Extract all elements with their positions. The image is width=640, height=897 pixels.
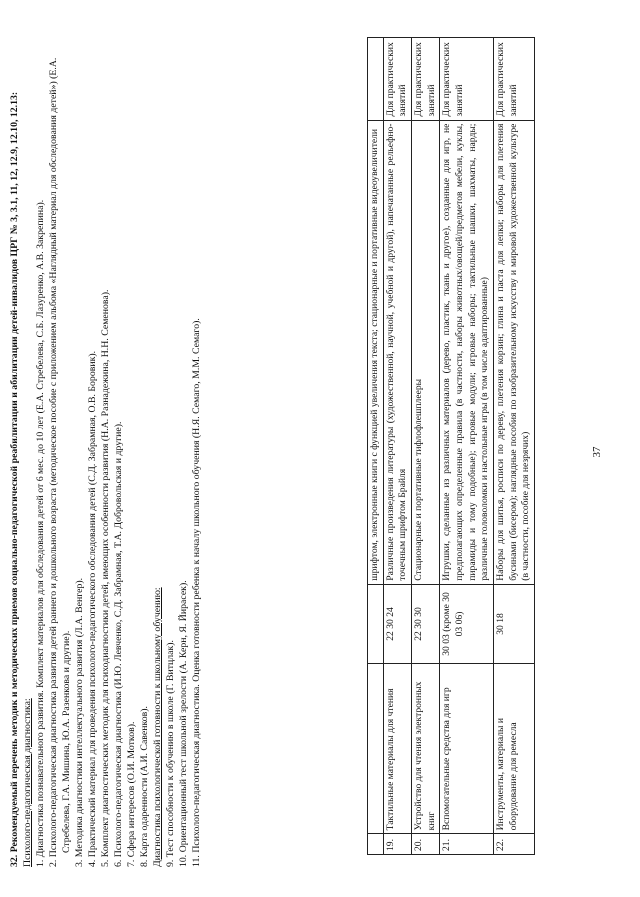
- page-number: 37: [591, 446, 603, 458]
- row-purpose: Для практических занятий: [493, 38, 534, 121]
- list-item: 3. Методика диагностики интеллектуального развития (Л.А. Венгер).: [74, 577, 86, 867]
- row-name: [368, 664, 384, 834]
- table-row: [440, 38, 494, 855]
- list-item: 2. Психолого-педагогическая диагностика развития детей раннего и дошкольного возраста (методическое пособие с приложением альбома «Наглядный материал для обследования детей») (Е.А. Стребелева, Г.А. Мишина, Ю.А. Разенкова и другие).: [48, 57, 73, 867]
- table-row: [411, 38, 439, 855]
- subsection-title-diagnostics: Психолого-педагогическая диагностика:: [22, 698, 34, 867]
- table-row: [493, 38, 534, 855]
- row-description: Игрушки, сделанные из различных материалов (дерево, пластик, ткань и другое), созданные для игр, не предполагающих определенные правила (в частности, наборы животных/овощей/предметов мебели, куклы, пирамиды и тому подобные); игровые модули; игровые наборы; тактильные шашки, шахматы, нарды; различные головоломки и настольные игры (в том числе адаптированные): [440, 120, 494, 584]
- row-name: Устройство для чтения электронных книг: [411, 664, 439, 834]
- row-code: 30 18: [493, 584, 534, 663]
- row-code: 22 30 30: [411, 584, 439, 663]
- list-item: 6. Психолого-педагогическая диагностика (И.Ю. Левченко, С.Д. Забрамная, Т.А. Добровольская и другие).: [113, 421, 125, 867]
- list-item: 7. Сфера интересов (О.И. Мотков).: [126, 721, 138, 867]
- list-item: 8. Карта одаренности (А.И. Савенков).: [139, 706, 151, 867]
- row-number: 21.: [440, 834, 494, 855]
- row-number: 22.: [493, 834, 534, 855]
- methods-section: [8, 37, 203, 867]
- list-item: 9. Тест способности к обучению в школе (Г. Витцлак).: [165, 640, 177, 867]
- row-number: 20.: [411, 834, 439, 855]
- row-code: 22 30 24: [383, 584, 411, 663]
- row-purpose: Для практических занятий: [440, 38, 494, 121]
- row-purpose: Для практических занятий: [383, 38, 411, 121]
- equipment-table: [367, 37, 535, 855]
- table-row: [368, 38, 384, 855]
- section-heading: 32. Рекомендуемый перечень методик и методических приемов социально-педагогической реабилитации и абилитации детей-инвалидов ЦРГ № 3, 3.1, 11, 12, 12.9, 12.10, 12.13:: [9, 91, 20, 867]
- list-item: 1. Диагностика познавательного развития. Комплект материалов для обследования детей от 6 мес. до 10 лет (Е.А. Стребелева, С.Б. Лазуренко, А.В. Закрепина).: [35, 199, 47, 867]
- row-name: Тактильные материалы для чтения: [383, 664, 411, 834]
- subsection-title-school-readiness: Диагностика психологической готовности к школьному обучению:: [152, 587, 164, 867]
- row-code: 30 03 (кроме 30 03 06): [440, 584, 494, 663]
- row-number: 19.: [383, 834, 411, 855]
- list-item: 10. Ориентационный тест школьной зрелости (А. Керн, Я. Йирасек).: [178, 580, 190, 867]
- row-description: Стационарные и портативные тифлофлешплееры: [411, 120, 439, 584]
- row-name: Инструменты, материалы и оборудование для ремесла: [493, 664, 534, 834]
- list-item: 11. Психолого-педагогическая диагностика. Оценка готовности ребенка к началу школьного обучения (Н.Я. Семаго, М.М. Семаго).: [191, 318, 203, 867]
- row-description: шрифтом, электронные книги с функцией увеличения текста; стационарные и портативные видеоувеличители: [368, 120, 384, 584]
- row-number: [368, 834, 384, 855]
- row-purpose: Для практических занятий: [411, 38, 439, 121]
- table-row: [383, 38, 411, 855]
- row-code: [368, 584, 384, 663]
- list-item: 4. Практический материал для проведения психолого-педагогического обследования детей (С.Д. Забрамная, О.В. Боровик).: [87, 350, 99, 867]
- row-description: Наборы для шитья, роспиcи по дереву, плетения корзин; глина и паста для лепки; наборы для плетения бусинами (бисером); наглядные пособия по изобразительному искусству и мировой художественной культуре (в частности, пособие для незрячих): [493, 120, 534, 584]
- list-item: 5. Комплект диагностических методик для психодиагностики детей, имеющих особенности развития (Н.А. Разнадежина, Н.Н. Семенова).: [100, 289, 112, 867]
- row-name: Вспомогательные средства для игр: [440, 664, 494, 834]
- row-description: Различные произведения литературы (художественной, научной, учебной и другой), напечатанные рельефно-точечным шрифтом Брайля: [383, 120, 411, 584]
- row-purpose: [368, 38, 384, 121]
